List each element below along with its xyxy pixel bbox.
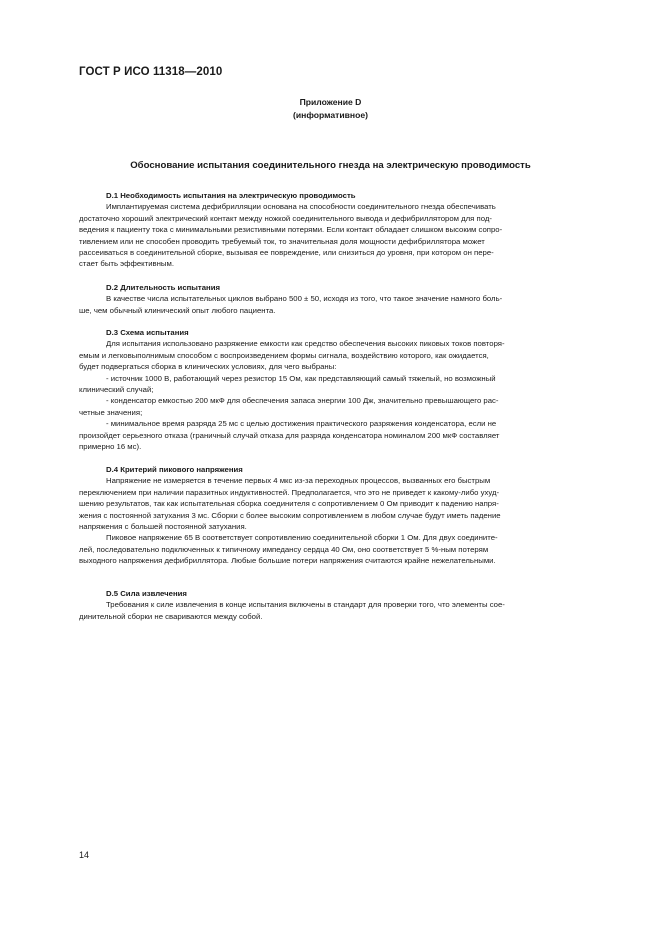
- paragraph-line: Пиковое напряжение 65 В соответствует сопротивлению соединительной сборки 1 Ом. Для двух соедините-: [106, 533, 498, 543]
- paragraph-line: В качестве числа испытательных циклов выбрано 500 ± 50, исходя из того, что такое значение намного боль-: [106, 294, 503, 304]
- paragraph-line: шению результатов, так как испытательная сборка соединителя с сопротивлением 0 Ом приводит к падению напря-: [79, 499, 499, 509]
- section-d1: [79, 190, 614, 270]
- paragraph-line: рассеиваться в соединительной сборке, вызывая ее повреждение, или снизиться до уровня, при котором он пере-: [79, 248, 494, 258]
- section-heading: D.1 Необходимость испытания на электрическую проводимость: [106, 191, 356, 200]
- paragraph-line: четные значения;: [79, 407, 143, 417]
- list-item: - конденсатор емкостью 200 мкФ для обеспечения запаса энергии 100 Дж, значительно превышающего рас-: [106, 396, 499, 406]
- list-item: - источник 1000 В, работающий через резистор 15 Ом, как представляющий самый тяжелый, но возможный: [106, 373, 496, 383]
- appendix-title: Обоснование испытания соединительного гнезда на электрическую проводимость: [130, 160, 531, 171]
- paragraph-line: клинический случай;: [79, 385, 154, 395]
- paragraph-line: лей, последовательно подключенных к типичному импедансу сердца 40 Ом, оно соответствует 5 %-ным потерям: [79, 544, 489, 554]
- section-d3: [79, 327, 614, 452]
- section-heading: D.3 Схема испытания: [106, 328, 189, 337]
- paragraph-line: переключением при наличии паразитных индуктивностей. Предполагается, что это не приведет к какому-либо ухуд-: [79, 487, 500, 497]
- paragraph-line: емым и легковыполнимым способом с воспроизведением формы сигнала, воздействию которого, как ожидается,: [79, 350, 489, 360]
- paragraph-line: Требования к силе извлечения в конце испытания включены в стандарт для проверки того, что элементы сое-: [106, 600, 505, 610]
- paragraph-line: жения с постоянной затухания 3 мс. Сборки с более высоким сопротивлением в любом случае будут иметь падение: [79, 510, 501, 520]
- section-heading: D.4 Критерий пикового напряжения: [106, 465, 243, 474]
- page-number: 14: [79, 850, 90, 860]
- paragraph-line: произойдет серьезного отказа (граничный случай отказа для разряда конденсатора номиналом 200 мкФ составляет: [79, 430, 500, 440]
- paragraph-line: динительной сборки не свариваются между собой.: [79, 611, 263, 621]
- section-heading: D.2 Длительность испытания: [106, 283, 220, 292]
- paragraph-line: напряжения с большей постоянной затухания.: [79, 522, 247, 532]
- paragraph-line: ведения к пациенту тока с минимальными резистивными потерями. Если контакт обладает слишком высоким сопро-: [79, 225, 503, 235]
- paragraph-line: стает быть эффективным.: [79, 259, 174, 269]
- appendix-label: Приложение D: [299, 97, 362, 107]
- paragraph-line: Напряжение не измеряется в течение первых 4 мкс из-за переходных процессов, вызванных его быстрым: [106, 476, 491, 486]
- section-heading: D.5 Сила извлечения: [106, 589, 187, 598]
- appendix-type: (информативное): [292, 110, 368, 120]
- paragraph-line: достаточно хороший электрический контакт между ножкой соединительного вывода и дефибриллятором для под-: [79, 213, 492, 223]
- section-d4: [79, 464, 614, 567]
- paragraph-line: выходного напряжения дефибриллятора. Любые большие потери напряжения считаются крайне нежелательными.: [79, 556, 496, 566]
- paragraph-line: примерно 16 мс).: [79, 442, 142, 452]
- paragraph-line: ше, чем обычный клинический опыт любого пациента.: [79, 305, 276, 315]
- list-item: - минимальное время разряда 25 мс с целью достижения практического разряжения конденсатора, если не: [106, 419, 497, 429]
- section-d2: [79, 282, 614, 316]
- paragraph-line: Имплантируемая система дефибрилляции основана на способности соединительного гнезда обеспечивать: [106, 202, 496, 212]
- section-d5: [79, 588, 614, 622]
- paragraph-line: будет подвергаться сборка в клинических условиях, для чего выбраны:: [79, 362, 337, 372]
- document-header: ГОСТ Р ИСО 11318—2010: [79, 66, 223, 78]
- paragraph-line: тивлением или не способен проводить требуемый ток, то значительная доля мощности дефибриллятора может: [79, 236, 485, 246]
- paragraph-line: Для испытания использовано разряжение емкости как средство обеспечения высоких пиковых токов повторя-: [106, 339, 505, 349]
